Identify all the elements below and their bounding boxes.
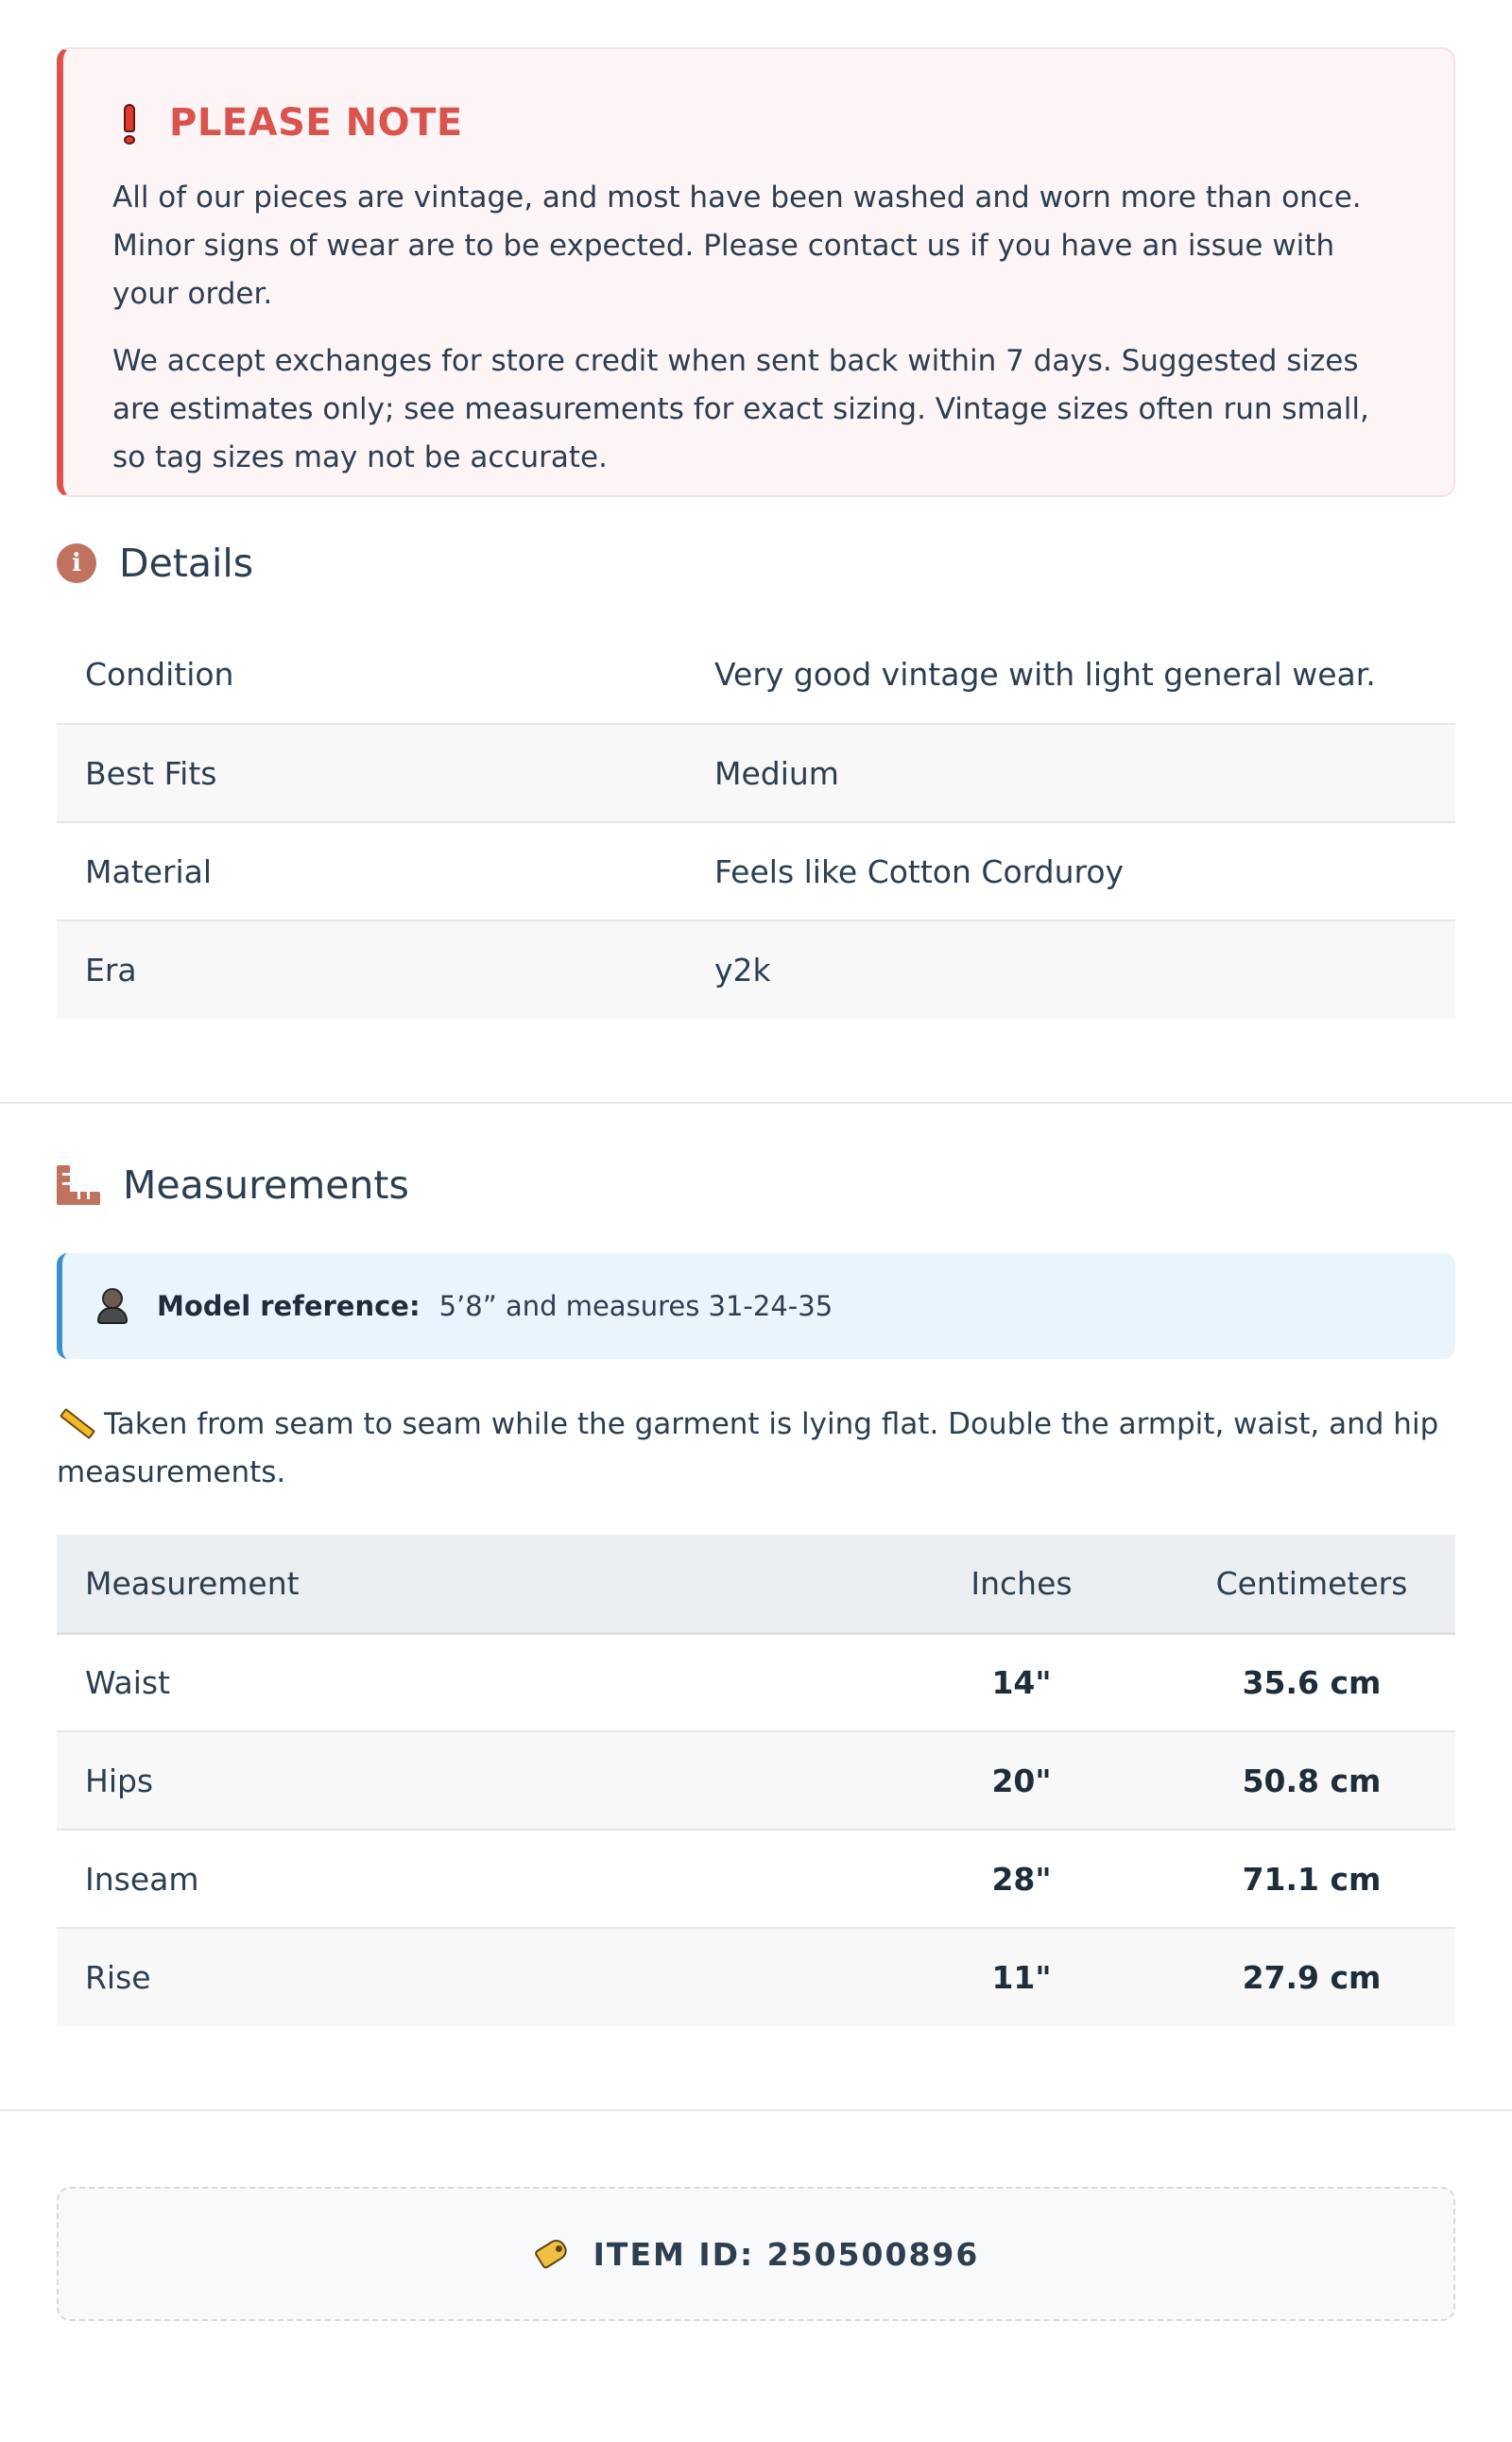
measurements-table [57, 1535, 1455, 2026]
table-row [57, 1731, 1455, 1830]
table-header-row [57, 1535, 1455, 1633]
section-divider [0, 1102, 1512, 1104]
measurement-inches: 20" [875, 1731, 1168, 1830]
measurement-name: Rise [57, 1928, 875, 2026]
measurement-note-text: Taken from seam to seam while the garment is lying flat. Double the armpit, waist, and hip measurements. [57, 1407, 1439, 1489]
measurements-heading [57, 1157, 1455, 1213]
notice-heading: PLEASE NOTE [169, 101, 463, 145]
exclamation-icon [112, 100, 146, 146]
measurement-cm: 35.6 cm [1168, 1633, 1455, 1731]
measurement-name: Waist [57, 1633, 875, 1731]
notice-paragraph: All of our pieces are vintage, and most have been washed and worn more than once. Minor signs of wear are to be expected. Please contact us if you have an issue with your order. [112, 181, 1362, 311]
table-row [57, 920, 1455, 1019]
model-reference-label: Model reference: [157, 1290, 421, 1322]
detail-value: Very good vintage with light general wear. [686, 626, 1455, 724]
measurements-title: Measurements [123, 1162, 409, 1208]
model-reference-value: 5’8” and measures 31-24-35 [438, 1290, 833, 1322]
table-row [57, 626, 1455, 724]
detail-label: Material [57, 822, 686, 920]
details-table [57, 626, 1455, 1019]
pencil-icon [57, 1407, 94, 1436]
measurement-inches: 11" [875, 1928, 1168, 2026]
table-row [57, 822, 1455, 920]
table-row [57, 1928, 1455, 2026]
item-id-text: ITEM ID: 250500896 [593, 2235, 980, 2273]
measurement-cm: 71.1 cm [1168, 1830, 1455, 1928]
table-row [57, 1633, 1455, 1731]
detail-label: Best Fits [57, 724, 686, 822]
measurement-inches: 28" [875, 1830, 1168, 1928]
details-heading [57, 535, 1455, 592]
details-title: Details [119, 541, 254, 586]
detail-value: y2k [686, 920, 1455, 1019]
measurement-cm: 50.8 cm [1168, 1731, 1455, 1830]
table-row [57, 724, 1455, 822]
measurement-note [57, 1401, 1455, 1497]
column-header: Inches [875, 1535, 1168, 1633]
measurement-cm: 27.9 cm [1168, 1928, 1455, 2026]
measurement-name: Inseam [57, 1830, 875, 1928]
person-icon [96, 1288, 129, 1324]
detail-label: Era [57, 920, 686, 1019]
info-icon: i [57, 543, 96, 583]
model-reference-box [57, 1253, 1455, 1359]
notice-paragraph: We accept exchanges for store credit when sent back within 7 days. Suggested sizes are estimates only; see measurements for exact sizing. Vintage sizes often run small, so tag sizes may not be accurate. [112, 344, 1369, 474]
table-row [57, 1830, 1455, 1928]
notice-title-row [112, 96, 1404, 149]
section-divider [0, 2109, 1512, 2111]
please-note-box [57, 47, 1455, 497]
column-header: Centimeters [1168, 1535, 1455, 1633]
detail-value: Feels like Cotton Corduroy [686, 822, 1455, 920]
measurement-name: Hips [57, 1731, 875, 1830]
detail-label: Condition [57, 626, 686, 724]
detail-value: Medium [686, 724, 1455, 822]
item-id-box [57, 2187, 1455, 2321]
measurement-inches: 14" [875, 1633, 1168, 1731]
ruler-icon [57, 1165, 100, 1205]
tag-icon [533, 2237, 573, 2271]
column-header: Measurement [57, 1535, 875, 1633]
product-info-page [0, 47, 1512, 2321]
